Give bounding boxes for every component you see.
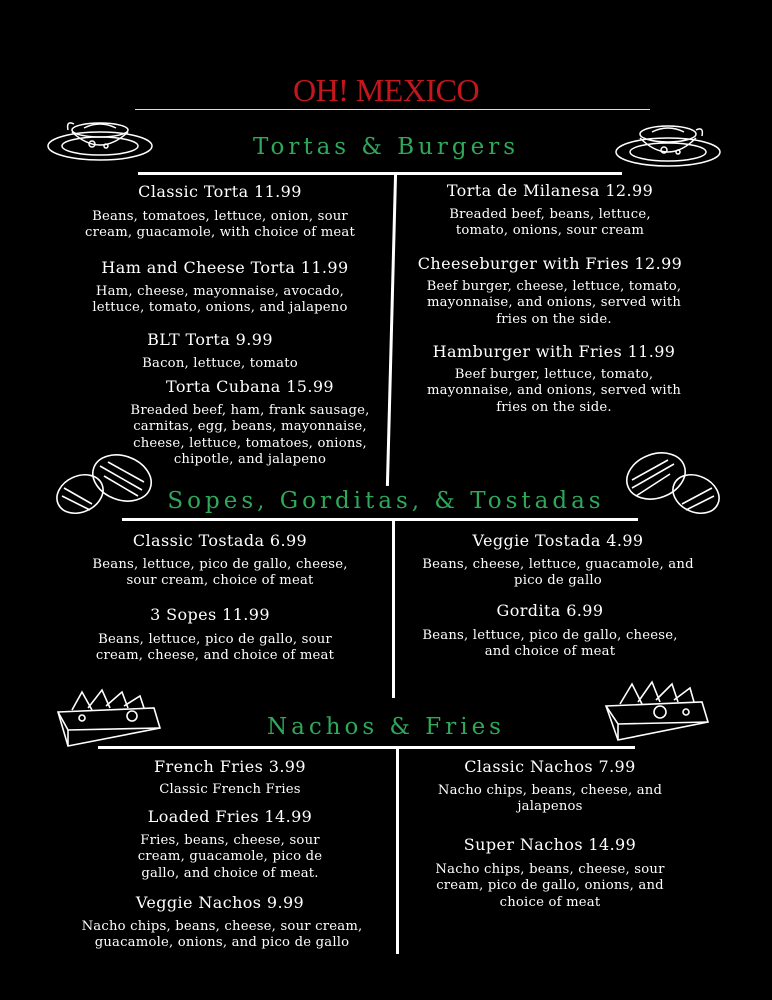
item-hamburger-fries-desc: Beef burger, lettuce, tomato, mayonnaise, and onions, served with fries on the side. bbox=[426, 367, 682, 415]
item-veggie-tostada: Veggie Tostada 4.99 bbox=[472, 531, 644, 550]
section-divider bbox=[138, 172, 622, 175]
item-gordita: Gordita 6.99 bbox=[496, 601, 604, 620]
item-classic-nachos: Classic Nachos 7.99 bbox=[464, 757, 636, 776]
item-torta-cubana-desc: Breaded beef, ham, frank sausage, carnitas, egg, beans, mayonnaise, cheese, lettuce, tomatoes, onions, chipotle, and jalapeno bbox=[130, 403, 370, 468]
section-title-sopes-gorditas-tostadas: Sopes, Gorditas, & Tostadas bbox=[167, 488, 605, 514]
section-title-nachos-fries: Nachos & Fries bbox=[266, 714, 505, 740]
item-blt-torta: BLT Torta 9.99 bbox=[147, 330, 273, 349]
item-gordita-desc: Beans, lettuce, pico de gallo, cheese, and choice of meat bbox=[422, 628, 678, 660]
item-classic-torta: Classic Torta 11.99 bbox=[138, 182, 302, 201]
item-hamburger-fries: Hamburger with Fries 11.99 bbox=[432, 342, 676, 361]
item-torta-de-milanesa: Torta de Milanesa 12.99 bbox=[446, 181, 654, 200]
item-cheeseburger-fries-desc: Beef burger, cheese, lettuce, tomato, mayonnaise, and onions, served with fries on the side. bbox=[426, 279, 682, 327]
item-ham-cheese-torta: Ham and Cheese Torta 11.99 bbox=[101, 258, 349, 277]
item-classic-tostada: Classic Tostada 6.99 bbox=[132, 531, 308, 550]
item-blt-torta-desc: Bacon, lettuce, tomato bbox=[142, 356, 298, 371]
item-loaded-fries: Loaded Fries 14.99 bbox=[147, 807, 313, 826]
column-divider bbox=[396, 746, 399, 954]
item-classic-tostada-desc: Beans, lettuce, pico de gallo, cheese, sour cream, choice of meat bbox=[92, 557, 348, 589]
restaurant-title: OH! MEXICO bbox=[292, 72, 480, 108]
item-3-sopes-desc: Beans, lettuce, pico de gallo, sour cream, cheese, and choice of meat bbox=[95, 632, 335, 664]
item-classic-torta-desc: Beans, tomatoes, lettuce, onion, sour cream, guacamole, with choice of meat bbox=[85, 209, 355, 241]
item-torta-cubana: Torta Cubana 15.99 bbox=[165, 377, 335, 396]
column-divider bbox=[392, 518, 395, 698]
item-3-sopes: 3 Sopes 11.99 bbox=[150, 605, 270, 624]
title-divider bbox=[135, 109, 650, 110]
item-veggie-nachos-desc: Nacho chips, beans, cheese, sour cream, guacamole, onions, and pico de gallo bbox=[81, 919, 363, 951]
item-torta-de-milanesa-desc: Breaded beef, beans, lettuce, tomato, onions, sour cream bbox=[449, 207, 651, 239]
item-classic-nachos-desc: Nacho chips, beans, cheese, and jalapenos bbox=[437, 783, 663, 815]
item-french-fries-desc: Classic French Fries bbox=[159, 782, 301, 797]
section-divider bbox=[98, 746, 635, 749]
section-divider bbox=[122, 518, 638, 521]
item-super-nachos-desc: Nacho chips, beans, cheese, sour cream, pico de gallo, onions, and choice of meat bbox=[435, 862, 665, 910]
item-cheeseburger-fries: Cheeseburger with Fries 12.99 bbox=[417, 254, 683, 273]
item-ham-cheese-torta-desc: Ham, cheese, mayonnaise, avocado, lettuce, tomato, onions, and jalapeno bbox=[92, 284, 348, 316]
item-veggie-tostada-desc: Beans, cheese, lettuce, guacamole, and pico de gallo bbox=[422, 557, 694, 589]
item-loaded-fries-desc: Fries, beans, cheese, sour cream, guacamole, pico de gallo, and choice of meat. bbox=[137, 833, 323, 881]
item-super-nachos: Super Nachos 14.99 bbox=[463, 835, 637, 854]
section-title-tortas-burgers: Tortas & Burgers bbox=[252, 134, 520, 160]
item-veggie-nachos: Veggie Nachos 9.99 bbox=[135, 893, 305, 912]
item-french-fries: French Fries 3.99 bbox=[154, 757, 306, 776]
